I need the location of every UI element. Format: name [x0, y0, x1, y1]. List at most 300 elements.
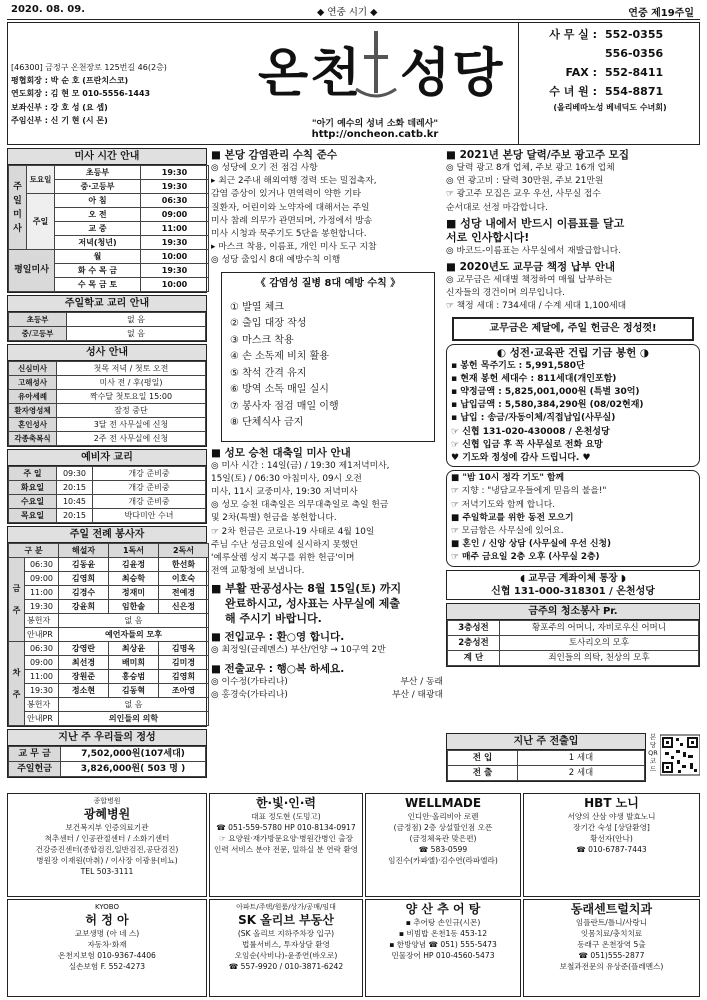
ad-wellmade: [365, 793, 521, 897]
pastor: 주임신부 : 신 기 현 (시 몬): [11, 115, 108, 125]
qr-code-icon[interactable]: [660, 733, 700, 777]
row-value: 박다미안 수녀: [93, 509, 206, 523]
text-line: ☞ 모금함은 사무실에 있어요.: [451, 526, 564, 537]
row-value: 없 음: [67, 327, 206, 341]
text-line: ◎ 성당 출입시 8대 예방수칙 이행: [211, 255, 341, 266]
ad-line: (금정점) 2층 상설할인점 오픈: [393, 823, 493, 832]
middle-column: [211, 148, 443, 793]
table-row: [9, 327, 206, 341]
attendance-label: 전 출: [448, 766, 518, 781]
column-header: 해설자: [59, 544, 109, 558]
server-cell: 09:00: [25, 656, 59, 670]
server-cell: 김영희: [159, 670, 209, 684]
text-line: ◎ 미사 시간 : 14일(금) / 19:30 제1저녁미사,: [211, 460, 390, 471]
mass-name: 중·고등부: [55, 180, 141, 194]
text-line: 전액 교황청에 보냅니다.: [211, 566, 305, 577]
contact-box: [518, 23, 701, 144]
row-value: 3달 전 사무실에 신청: [57, 418, 206, 432]
column-header: 구 분: [9, 544, 59, 558]
rule-item: ④ 손 소독제 비치 활용: [230, 351, 329, 363]
weekday-name: 화 수 목 금: [55, 264, 141, 278]
ad-title: 동래센트럴치과: [570, 902, 653, 916]
rule-item: ① 발열 체크: [230, 301, 284, 313]
account-number: 신협 131-000-318301 / 온천성당: [491, 585, 655, 597]
nametag-heading: ■ 성당 내에서 반드시 이름표를 달고: [446, 216, 625, 230]
text-line: ☞ 신협 131-020-430008 / 온천성당: [451, 426, 610, 437]
attendance-value: 1 세대: [518, 751, 645, 766]
mass-name: 오 전: [55, 208, 141, 222]
ad-title: WELLMADE: [404, 796, 482, 810]
mass-table: [8, 165, 209, 292]
row-value: 개강 준비중: [93, 481, 206, 495]
server-cell: 배미희: [109, 656, 159, 670]
rule-item: ⑤ 착석 간격 유지: [230, 367, 307, 379]
mass-row: [9, 166, 209, 180]
server-row: [9, 600, 209, 614]
text-line: ☞ 저녁기도와 함께 합니다.: [451, 499, 556, 510]
weekday-mass-label: 평일미사: [9, 250, 55, 292]
left-column: [7, 148, 207, 778]
prayer-body: [451, 472, 695, 564]
attendance-table-wrap: [446, 733, 646, 782]
text-line: ■ 주일학교를 위한 동전 모으기: [451, 512, 574, 523]
ad-line: 실손보험 F. 552-4273: [68, 962, 146, 971]
table-row: [9, 432, 206, 446]
rule-item: ⑧ 단체식사 금지: [230, 417, 304, 429]
text-line: ■ "밤 10시 정각 기도" 함께: [451, 473, 565, 484]
infection-control-body: [211, 162, 443, 268]
text-line: 해 주시기 바랍니다.: [225, 612, 322, 626]
server-cell: 임한솔: [109, 600, 159, 614]
next-week-label: [9, 642, 25, 726]
mass-times: [7, 148, 207, 293]
phone-row: [525, 63, 695, 82]
website-link[interactable]: http://oncheon.catb.kr: [311, 129, 439, 140]
server-cell: 강윤희: [59, 600, 109, 614]
usher-value: 예언자들의 모후: [59, 628, 209, 642]
server-row: [9, 656, 209, 670]
table-row: [9, 390, 206, 404]
tithe-slogan: 교무금은 제달에, 주일 헌금은 정성껏!: [452, 317, 694, 341]
rule-item: ② 출입 대장 작성: [230, 318, 307, 330]
server-cell: 11:00: [25, 670, 59, 684]
row-value: 2주 전 사무실에 신청: [57, 432, 206, 446]
attendance-value: 2 세대: [518, 766, 645, 781]
row-label: 주일헌금: [9, 762, 61, 777]
nametag-heading-2: 서로 인사합시다!: [446, 230, 530, 244]
table-row: [9, 481, 206, 495]
ad-line: ▪ 비빔밥 온천1동 453-12: [398, 929, 488, 938]
mass-name: 저녁(청년): [55, 236, 141, 250]
usher-label: 안내PR: [25, 628, 59, 642]
week-char: 차: [12, 667, 21, 677]
ad-line: 법률서비스, 투자상담 환영: [242, 940, 330, 949]
offering-row: [9, 698, 209, 712]
week-char: 주: [12, 689, 21, 699]
sunday-mass-char: 미: [13, 209, 22, 220]
transfer-row: [211, 676, 443, 689]
attendance-title: 지난 주 전출입: [447, 734, 645, 750]
phone-number: 552-0355: [605, 28, 664, 41]
row-label: 고해성사: [9, 376, 57, 390]
church-name-a: 온천: [258, 43, 363, 104]
server-cell: 김윤정: [109, 558, 159, 572]
row-time: 09:30: [57, 467, 93, 481]
ad-line: 동래구 온천장역 5출: [577, 940, 646, 949]
infection-control-heading: ■ 본당 감염관리 수칙 준수: [211, 149, 337, 161]
duty-place: 2층성전: [448, 635, 500, 650]
cleaning-duty: [446, 603, 700, 667]
transfer-name: ◎ 이수정(가타리나): [211, 676, 288, 687]
duty-row: [448, 635, 699, 650]
row-label: 주 일: [9, 467, 57, 481]
row-time: 20:15: [57, 481, 93, 495]
liturgical-season: ◆ 연중 시기 ◆: [317, 7, 378, 18]
duty-row: [448, 620, 699, 635]
server-cell: 정소현: [59, 684, 109, 698]
text-line: 질환자, 어린이와 노약자에 대해서는 주일: [211, 202, 370, 213]
usher-row: [9, 628, 209, 642]
text-line: 미사 시청과 묵주기도 5단을 봉헌합니다.: [211, 229, 367, 240]
attendance-row: [448, 751, 645, 766]
ad-line: 보건복지부 인증의료기관: [65, 823, 149, 832]
ad-title: 양 산 추 어 탕: [405, 902, 481, 916]
account-title: ◖ 교무금 계좌이체 통장 ◗: [520, 572, 626, 584]
table-row: [9, 404, 206, 418]
assumption-heading: ■ 성모 승천 대축일 미사 안내: [211, 446, 351, 459]
server-cell: 장원준: [59, 670, 109, 684]
week-char: 주: [12, 605, 21, 615]
server-cell: 김동윤: [59, 558, 109, 572]
liturgy-servers-title: 주일 전례 봉사자: [8, 527, 206, 543]
ad-line: ☎ 051-559-5780 HP 010-8134-0917: [216, 823, 356, 832]
row-label: 초등부: [9, 313, 67, 327]
column-header: 2독서: [159, 544, 209, 558]
server-row: [9, 670, 209, 684]
offering-stats: [7, 729, 207, 778]
weekday-time: 19:30: [141, 264, 209, 278]
phone-row: [525, 82, 695, 101]
server-cell: 김명옥: [159, 642, 209, 656]
duty-group: 황포주의 어머니, 자비로우신 어머니: [500, 620, 699, 635]
right-column: [446, 148, 700, 778]
text-line: ☞ 매주 금요일 2층 오후 (사무실 2층): [451, 552, 600, 563]
text-line: ☞ 책정 세대 : 734세대 / 수계 세대 1,100세대: [446, 301, 627, 312]
row-label: 유아세례: [9, 390, 57, 404]
table-row: [9, 313, 206, 327]
table-row: [9, 762, 206, 777]
confession-heading: ■ 부활 판공성사는 8월 15일(토) 까지: [211, 582, 402, 596]
usher-row: [9, 712, 209, 726]
server-cell: 김영희: [59, 572, 109, 586]
ad-hospital: [7, 793, 207, 897]
row-label: 수요일: [9, 495, 57, 509]
server-row: [9, 642, 209, 656]
weekday-time: 10:00: [141, 278, 209, 292]
row-value: 개강 준비중: [93, 467, 206, 481]
transfer-dest: 부산 / 동래: [400, 676, 443, 687]
text-line: ☞ 지향 : "냉담교우들에게 믿음의 불을!": [451, 486, 607, 497]
text-line: 순서대로 선정 마감합니다.: [446, 202, 548, 213]
server-cell: 정재미: [109, 586, 159, 600]
ad-line: 척추센터 / 인공관절센터 / 소화기센터: [44, 834, 170, 843]
table-row: [9, 467, 206, 481]
transfer-name: ◎ 홍경숙(가타리나): [211, 689, 288, 700]
weekday-name: 월: [55, 250, 141, 264]
table-row: [9, 362, 206, 376]
table-row: [9, 495, 206, 509]
building-fund-heading: ◐ 성전·교육관 건립 기금 봉헌 ◑: [496, 346, 650, 359]
row-label: 교 무 금: [9, 747, 61, 762]
text-line: ▪ 현재 봉헌 세대수 : 811세대(개인포함): [451, 373, 617, 384]
text-line: ☞ 2차 헌금은 코로나-19 사태로 4월 10일: [211, 526, 375, 537]
text-line: 및 2차(특별) 헌금을 봉헌합니다.: [211, 513, 337, 524]
prevention-rules-list: [230, 300, 426, 432]
server-cell: 홍승범: [109, 670, 159, 684]
mass-time: 09:00: [141, 208, 209, 222]
sunday-mass-label: [9, 166, 27, 250]
council-president: 평협회장 : 박 순 호 (프란치스코): [11, 76, 129, 86]
tithe-body: [446, 274, 700, 314]
row-value: 7,502,000원(107세대): [61, 747, 206, 762]
text-line: ◎ 달력 광고 8개 업체, 주보 광고 16개 업체: [446, 163, 615, 173]
phone-number: 556-0356: [605, 47, 664, 60]
cleaning-duty-title: 금주의 청소봉사 Pr.: [447, 604, 699, 620]
row-value: 개강 준비중: [93, 495, 206, 509]
server-cell: 전예경: [159, 586, 209, 600]
qr-label: 본당QR코드: [648, 733, 658, 773]
server-cell: 최승학: [109, 572, 159, 586]
row-time: 10:45: [57, 495, 93, 509]
mass-time: 19:30: [141, 236, 209, 250]
phone-number: 554-8871: [605, 85, 664, 98]
ad-line: 오임순(사비나)-윤종연(바오로): [234, 951, 338, 960]
transfer-in-body: [211, 644, 443, 657]
table-row: [9, 747, 206, 762]
saturday-label: 토요일: [27, 166, 55, 194]
table-row: [9, 509, 206, 523]
offering-label: 봉헌자: [25, 614, 59, 628]
server-row: [9, 572, 209, 586]
sunday-label: 주일: [27, 194, 55, 250]
mass-times-title: 미사 시간 안내: [8, 149, 206, 165]
mass-row: [9, 194, 209, 208]
server-cell: 19:30: [25, 684, 59, 698]
text-line: 신자들의 경건이며 의무입니다.: [446, 288, 565, 299]
cross-icon: [354, 31, 398, 103]
nametag-body: [446, 245, 700, 258]
assistant-priest: 보좌신부 : 강 호 성 (요 셉): [11, 102, 108, 112]
duty-group: 죄인들의 의탁, 천상의 모후: [500, 650, 699, 665]
text-line: ◎ 연 광고비 : 달력 30만원, 주보 21만원: [446, 176, 604, 187]
text-line: ▪ 봉헌 목주기도 : 5,991,580단: [451, 360, 585, 371]
youth-president: 연도회장 : 김 현 모 010-5556-1443: [11, 89, 151, 99]
liturgy-servers-table: [8, 543, 209, 726]
ad-noni: [523, 793, 700, 897]
text-line: ▸ 마스크 착용, 이름표, 개인 미사 도구 지참: [211, 242, 377, 253]
text-line: 완료하시고, 성사표는 사무실에 제출: [225, 597, 401, 611]
prevention-rules-box: [221, 272, 435, 442]
text-line: 미사, 11시 교중미사, 19:30 저녁미사: [211, 487, 358, 498]
transfer-out-heading: ■ 전출교우 : 행○복 하세요.: [211, 662, 345, 675]
ad-line: 교보생명 (아 네 스): [74, 929, 140, 938]
ad-line: 인력 서비스 분야 전문, 일하실 분 연락 환영: [213, 845, 358, 854]
server-cell: 김경수: [59, 586, 109, 600]
offering-value: 없 음: [59, 698, 209, 712]
ad-recruit-body: [446, 162, 700, 215]
server-cell: 김동혁: [109, 684, 159, 698]
row-label: 환자영성체: [9, 404, 57, 418]
church-officers: [11, 61, 237, 127]
ad-line: ☎ 010-6787-7443: [576, 845, 647, 854]
ad-line: 서양의 산삼 야생 발효노니: [567, 812, 656, 821]
server-row: [9, 586, 209, 600]
server-cell: 06:30: [25, 642, 59, 656]
liturgy-servers: [7, 526, 207, 727]
ad-realestate: [209, 899, 363, 997]
text-line: ♥ 기도와 정성에 감사 드립니다. ♥: [451, 453, 591, 464]
usher-value: 의인들의 의학: [59, 712, 209, 726]
row-label: 혼인성사: [9, 418, 57, 432]
server-cell: 한선화: [159, 558, 209, 572]
ad-recruit-heading: ■ 2021년 본당 달력/주보 광고주 모집: [446, 149, 629, 161]
rule-item: ③ 마스크 착용: [230, 334, 294, 346]
row-label: 목요일: [9, 509, 57, 523]
transfer-row: [211, 689, 443, 702]
weekday-time: 10:00: [141, 250, 209, 264]
sunday-school: [7, 295, 207, 342]
ad-line: TEL 503-3111: [80, 867, 134, 876]
row-label: 중/고등부: [9, 327, 67, 341]
sacraments: [7, 344, 207, 447]
ad-line: 건강증진센터(종합검진,일반검진,공단검진): [35, 845, 179, 854]
ad-tag: 종합병원: [93, 797, 121, 805]
row-label: 화요일: [9, 481, 57, 495]
tithe-heading: ■ 2020년도 교무금 책정 납부 안내: [446, 261, 615, 274]
text-line: ■ 혼인 / 신앙 상담 (사무실에 우선 신청): [451, 539, 611, 550]
attendance-box: [446, 733, 700, 791]
server-cell: 최상윤: [109, 642, 159, 656]
server-row: [9, 558, 209, 572]
text-line: ◎ 최정일(글레멘스) 부산/언양 → 10구역 2반: [211, 645, 386, 656]
row-value: 3,826,000원( 503 명 ): [61, 762, 206, 777]
ad-line: 자동차·화재: [87, 940, 127, 949]
mass-time: 19:30: [141, 180, 209, 194]
ad-staffing: [209, 793, 363, 897]
phone-list: [525, 25, 695, 101]
mass-name: 초등부: [55, 166, 141, 180]
mass-time: 19:30: [141, 166, 209, 180]
text-line: 미사 참례 의무가 관면되며, 가정에서 방송: [211, 215, 373, 226]
ad-insurance: [7, 899, 207, 997]
catechism: [7, 449, 207, 524]
rule-item: ⑦ 봉사자 점검 매일 이행: [230, 400, 339, 412]
server-cell: 19:30: [25, 600, 59, 614]
text-line: ▸ 최근 2주내 해외여행 경력 또는 밀접촉자,: [211, 176, 377, 187]
row-label: 각종축복식: [9, 432, 57, 446]
phone-label: 사 무 실 :: [549, 28, 597, 41]
confession-body: [211, 596, 443, 626]
server-cell: 11:00: [25, 586, 59, 600]
sacraments-table: [8, 361, 206, 446]
table-row: [9, 376, 206, 390]
text-line: '예루살렘 성지 복구를 위한 헌금'이며: [211, 553, 355, 564]
server-cell: 신은정: [159, 600, 209, 614]
week-label: 연중 제19주일: [628, 8, 694, 19]
server-cell: 최선경: [59, 656, 109, 670]
ad-title: 한·빛·인·력: [255, 796, 317, 810]
this-week-label: [9, 558, 25, 642]
ad-line: 잇몸치료/충치치료: [580, 929, 643, 938]
mass-time: 06:30: [141, 194, 209, 208]
row-value: 없 음: [67, 313, 206, 327]
row-value: 짝수달 첫토요일 15:00: [57, 390, 206, 404]
sunday-mass-char: 주: [13, 181, 22, 192]
duty-place: 계 단: [448, 650, 500, 665]
row-label: 신심미사: [9, 362, 57, 376]
building-fund-box: [446, 344, 700, 468]
ad-title: SK 올리브 부동산: [238, 913, 334, 927]
mass-name: 교 중: [55, 222, 141, 236]
account-box: [446, 570, 700, 600]
ad-restaurant: [365, 899, 521, 997]
server-cell: 06:30: [25, 558, 59, 572]
offering-label: 봉헌자: [25, 698, 59, 712]
motto: "아기 예수의 성녀 소화 데레사": [311, 119, 439, 129]
ad-line: 민물장어 HP 010-4560-5473: [391, 951, 495, 960]
offering-stats-title: 지난 주 우리들의 정성: [8, 730, 206, 746]
phone-label: FAX :: [565, 66, 597, 79]
phone-label: 수 녀 원 :: [549, 85, 597, 98]
top-bar: [7, 0, 700, 20]
masthead: [7, 22, 700, 145]
duty-place: 3층성전: [448, 620, 500, 635]
row-value: 첫목 저녁 / 첫토 오전: [57, 362, 206, 376]
sunday-school-table: [8, 312, 206, 341]
weekday-name: 수 목 금 토: [55, 278, 141, 292]
ad-line: 보철과전문의 유상준(플레멘스): [559, 962, 664, 971]
ad-line: ▪ 한방양념 ☎ 051) 555-5473: [389, 940, 497, 949]
row-value: 미사 전 / 후(평일): [57, 376, 206, 390]
server-cell: 이호숙: [159, 572, 209, 586]
weekday-row: [9, 250, 209, 264]
ad-dental: [523, 899, 700, 997]
issue-date: 2020. 08. 09.: [11, 4, 86, 15]
ad-line: 임진수(카파엘)·김수연(라파엘라): [388, 856, 498, 865]
server-cell: 김미경: [159, 656, 209, 670]
phone-row: [525, 25, 695, 44]
attendance-label: 전 입: [448, 751, 518, 766]
prayer-box: [446, 470, 700, 566]
ad-line: 인디안·올리비아 로렌: [407, 812, 479, 821]
church-name-b: 성당: [400, 43, 505, 104]
duty-row: [448, 650, 699, 665]
sunday-school-title: 주일학교 교리 안내: [8, 296, 206, 312]
server-row: [9, 684, 209, 698]
ad-line: 임플란트/틀니/사랑니: [575, 918, 648, 927]
row-time: 20:15: [57, 509, 93, 523]
ad-line: (SK 올리브 지하주차장 입구): [237, 929, 335, 938]
text-line: ◎ 성당에 오기 전 점검 사항: [211, 163, 318, 173]
ad-line: (금정체육관 맞은편): [409, 834, 477, 843]
church-address: [46300] 금정구 온천장로 125번길 46(2층): [11, 63, 167, 72]
ad-line: ☎ 583-0599: [418, 845, 468, 854]
prevention-rules-title: 《 감염성 질병 8대 예방 수칙 》: [255, 277, 401, 289]
text-line: ▪ 납입 : 송금/자동이체/직접납입(사무실): [451, 413, 616, 424]
ad-line: 황선자(안나): [590, 834, 633, 843]
church-logo: [240, 29, 510, 114]
catechism-table: [8, 466, 206, 523]
